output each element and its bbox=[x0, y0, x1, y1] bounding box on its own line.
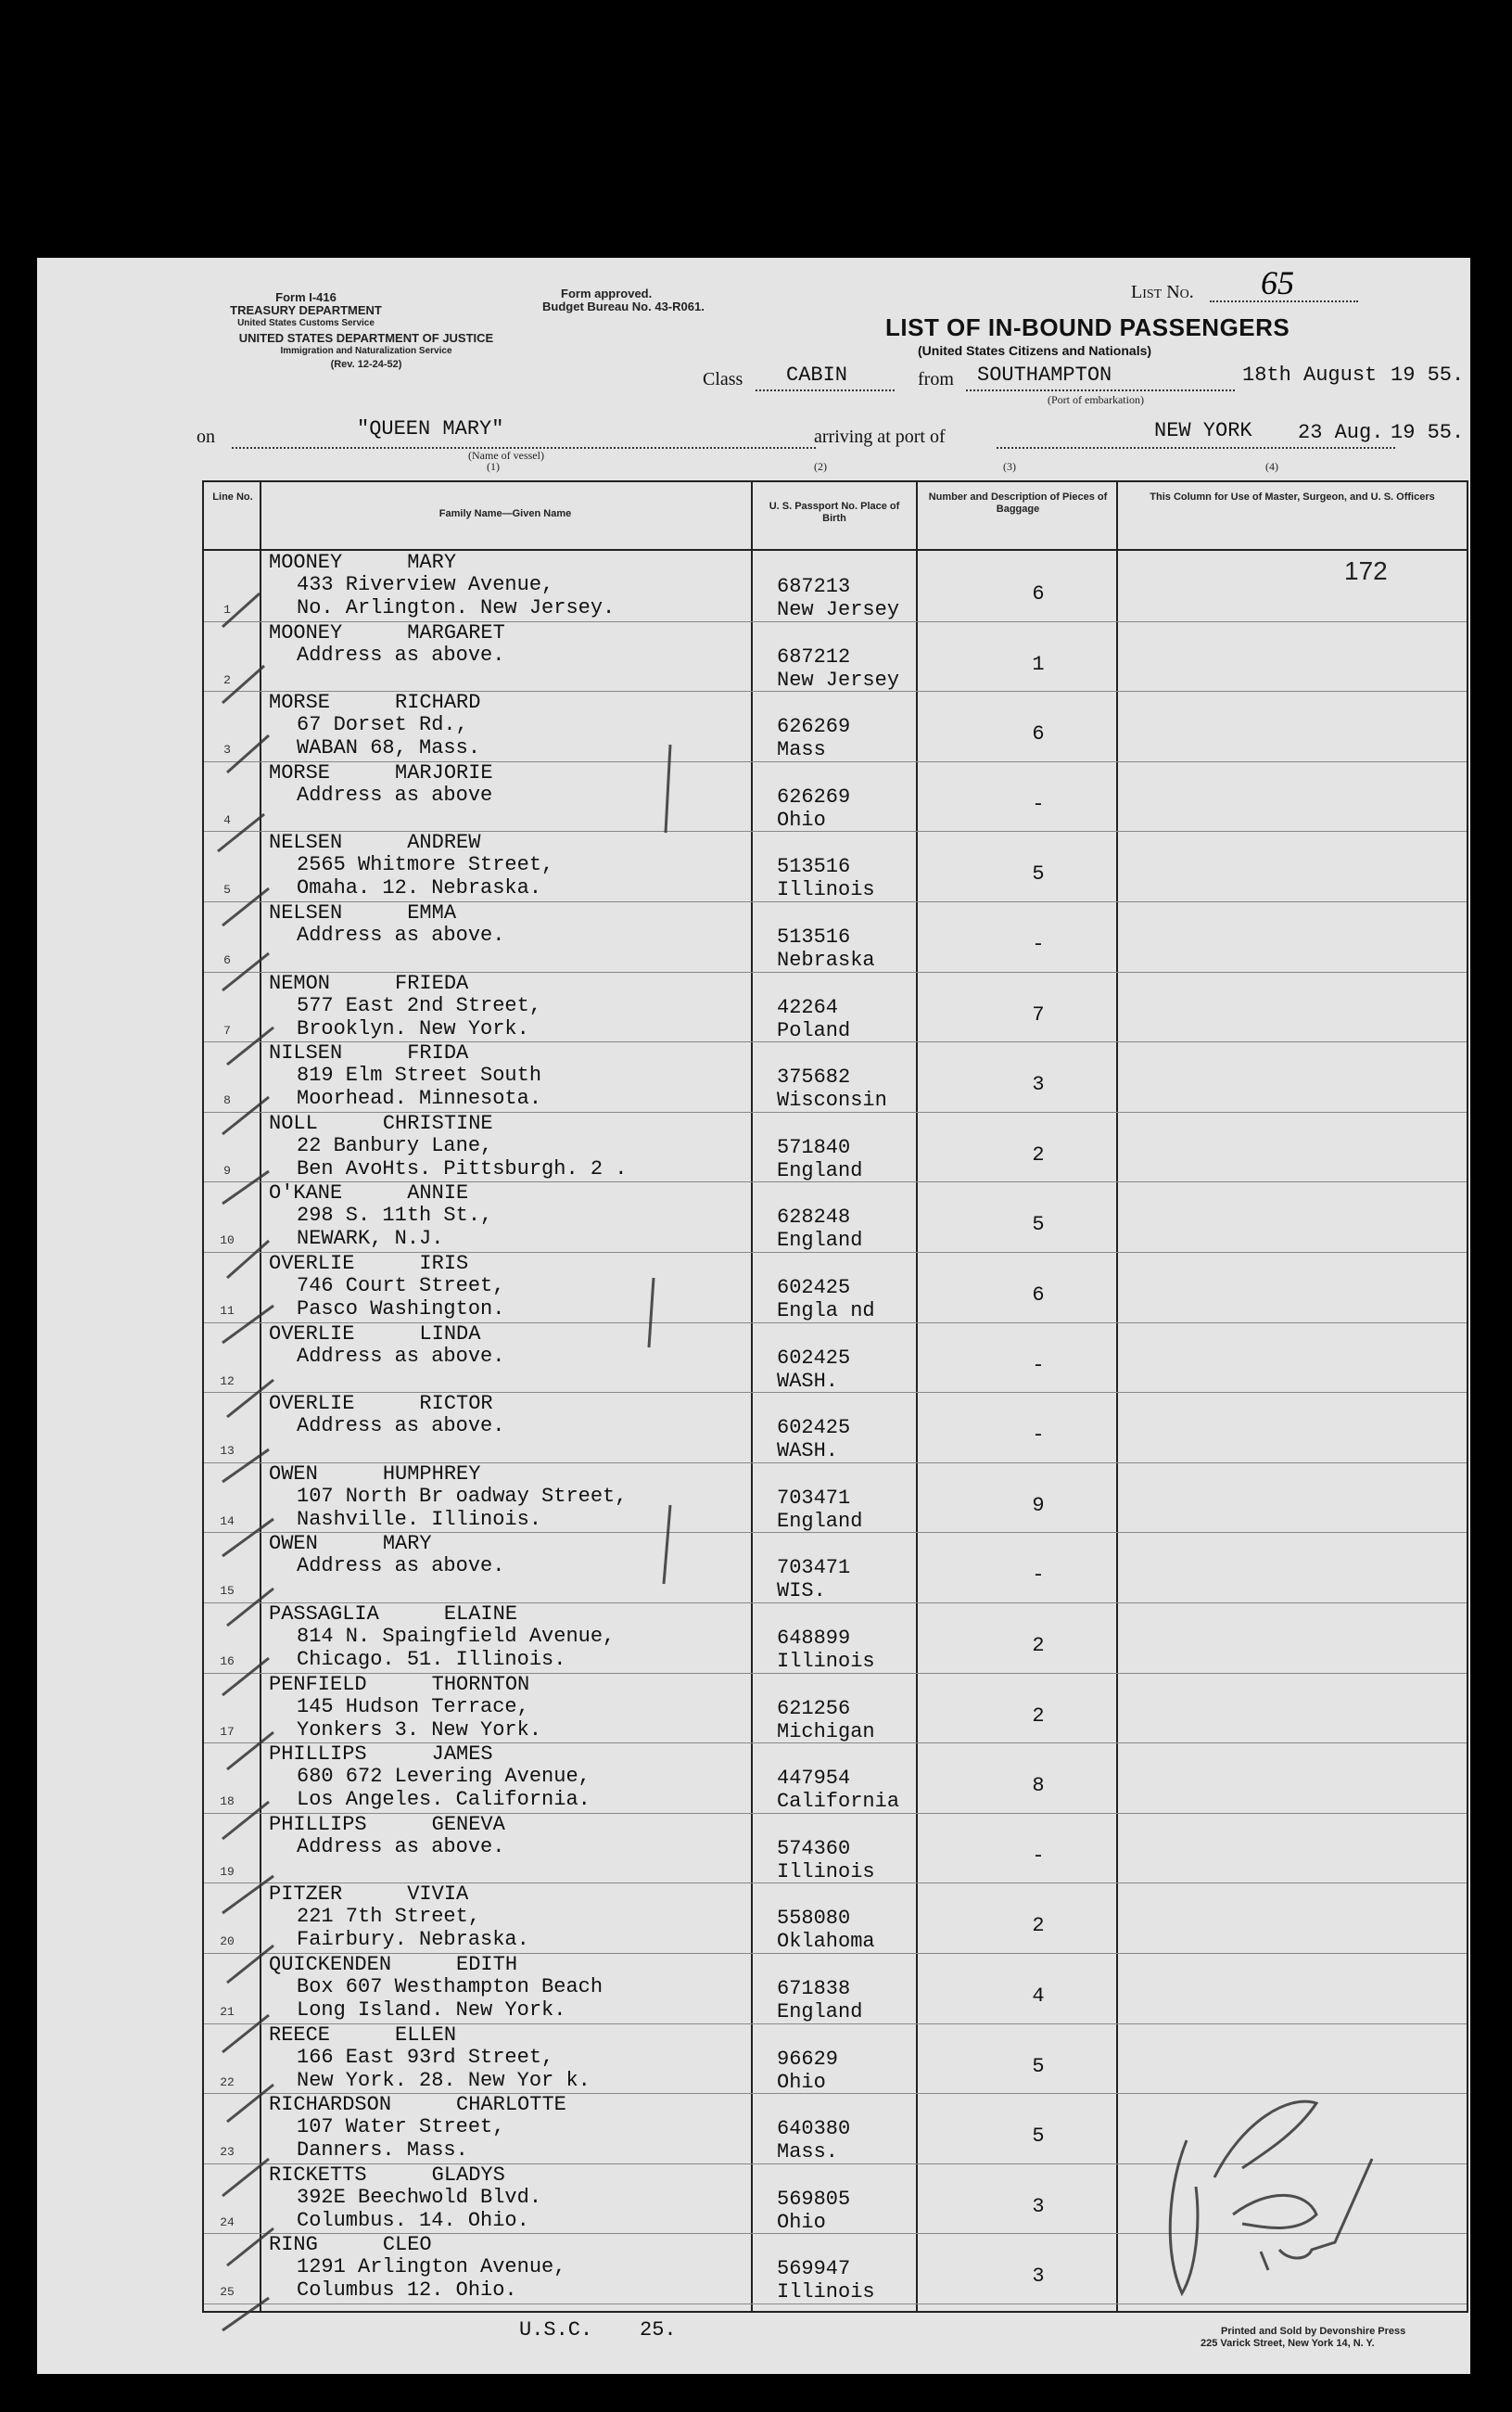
place-of-birth: New Jersey bbox=[777, 668, 900, 692]
passenger-name bbox=[269, 621, 505, 644]
family-name: NILSEN bbox=[269, 1041, 343, 1066]
place-of-birth: Illinois bbox=[777, 878, 875, 902]
header-passport: U. S. Passport No. Place of Birth bbox=[769, 501, 900, 524]
col-4-marker: (4) bbox=[1265, 460, 1278, 473]
form-approved: Form approved. bbox=[561, 287, 653, 300]
baggage-count: 6 bbox=[1032, 582, 1045, 606]
passenger-name bbox=[269, 1742, 493, 1766]
passport-number: 703471 bbox=[777, 1556, 851, 1580]
given-name: VIVIA bbox=[407, 1882, 469, 1907]
passenger-table bbox=[202, 480, 1468, 2313]
address-line-2: NEWARK, N.J. bbox=[297, 1227, 444, 1251]
passport-number: 703471 bbox=[777, 1486, 851, 1510]
address-line-1: Address as above bbox=[297, 783, 493, 807]
passport-number: 621256 bbox=[777, 1696, 851, 1720]
family-name: PHILLIPS bbox=[269, 1812, 367, 1836]
place-of-birth: WIS. bbox=[777, 1579, 826, 1603]
from-line bbox=[966, 389, 1235, 391]
family-name: RICKETTS bbox=[269, 2163, 367, 2187]
departure-date: 18th August bbox=[1242, 364, 1378, 387]
address-line-2: Columbus. 14. Ohio. bbox=[297, 2208, 529, 2232]
address-line-1: 1291 Arlington Avenue, bbox=[297, 2255, 566, 2279]
address-line-1: Address as above. bbox=[297, 1834, 505, 1858]
manifest-page bbox=[37, 258, 1470, 2374]
given-name: MARJORIE bbox=[395, 760, 493, 785]
embarkation-port: SOUTHAMPTON bbox=[977, 364, 1112, 387]
passenger-row bbox=[204, 1392, 1467, 1461]
form-number: Form I-416 bbox=[275, 290, 337, 304]
passenger-name bbox=[269, 1882, 468, 1906]
col-3-marker: (3) bbox=[1003, 460, 1016, 473]
line-number: 9 bbox=[223, 1163, 231, 1178]
given-name: FRIEDA bbox=[395, 971, 469, 995]
usc-label: U.S.C. bbox=[519, 2318, 593, 2342]
baggage-count: 3 bbox=[1032, 2194, 1045, 2218]
baggage-count: 8 bbox=[1032, 1774, 1045, 1798]
family-name: MOONEY bbox=[269, 620, 343, 644]
place-of-birth: Illinois bbox=[777, 1650, 875, 1673]
passenger-name bbox=[269, 1181, 468, 1205]
address-line-1: 145 Hudson Terrace, bbox=[297, 1694, 529, 1718]
line-number: 1 bbox=[223, 603, 231, 617]
usc-number: 25. bbox=[640, 2318, 677, 2342]
line-number: 19 bbox=[220, 1864, 235, 1879]
family-name: QUICKENDEN bbox=[269, 1953, 392, 1976]
customs-service: United States Customs Service bbox=[237, 318, 375, 328]
baggage-count: 5 bbox=[1032, 862, 1045, 887]
passport-number: 687212 bbox=[777, 644, 851, 669]
line-number: 23 bbox=[220, 2145, 235, 2160]
header-name: Family Name—Given Name bbox=[438, 508, 572, 519]
line-number: 12 bbox=[220, 1373, 235, 1388]
address-line-2: Omaha. 12. Nebraska. bbox=[297, 876, 542, 900]
line-number: 5 bbox=[223, 883, 231, 898]
arrival-date: 23 Aug. bbox=[1298, 421, 1384, 444]
address-line-1: Address as above. bbox=[297, 924, 505, 947]
family-name: RING bbox=[269, 2233, 318, 2257]
form-subtitle: (United States Citizens and Nationals) bbox=[918, 343, 1152, 358]
family-name: PASSAGLIA bbox=[269, 1602, 379, 1626]
given-name: ELAINE bbox=[443, 1602, 518, 1626]
vessel-name: "QUEEN MARY" bbox=[357, 417, 504, 440]
passenger-row bbox=[204, 1532, 1467, 1602]
passenger-name bbox=[269, 551, 456, 574]
place-of-birth: Ohio bbox=[777, 808, 826, 832]
address-line-1: 221 7th Street, bbox=[297, 1905, 481, 1929]
baggage-count: 2 bbox=[1032, 1142, 1045, 1167]
place-of-birth: California bbox=[777, 1790, 900, 1814]
address-line-1: 107 Water Street, bbox=[297, 2115, 505, 2139]
passenger-row bbox=[204, 1041, 1467, 1111]
passenger-name bbox=[269, 2163, 505, 2187]
passport-number: 687213 bbox=[777, 575, 851, 598]
line-number: 10 bbox=[220, 1233, 235, 1248]
baggage-count: - bbox=[1032, 1844, 1045, 1868]
vessel-caption: (Name of vessel) bbox=[468, 449, 544, 462]
address-line-2: WABAN 68, Mass. bbox=[297, 736, 481, 760]
address-line-1: 22 Banbury Lane, bbox=[297, 1133, 493, 1157]
place-of-birth: England bbox=[777, 1509, 863, 1533]
baggage-count: 5 bbox=[1032, 2054, 1045, 2078]
passport-number: 571840 bbox=[777, 1135, 851, 1159]
line-number: 11 bbox=[220, 1304, 235, 1318]
address-line-1: Address as above. bbox=[297, 643, 505, 667]
passenger-row bbox=[204, 551, 1467, 620]
place-of-birth: Illinois bbox=[777, 2280, 875, 2304]
printer-imprint bbox=[1201, 2326, 1405, 2350]
baggage-count: 6 bbox=[1032, 722, 1045, 747]
passenger-name bbox=[269, 1813, 505, 1836]
passenger-name bbox=[269, 1392, 493, 1415]
family-name: NEMON bbox=[269, 971, 331, 995]
passenger-name bbox=[269, 901, 456, 925]
passenger-row bbox=[204, 2233, 1467, 2303]
baggage-count: 6 bbox=[1032, 1283, 1045, 1307]
family-name: MORSE bbox=[269, 760, 331, 785]
line-number: 21 bbox=[220, 2005, 235, 2019]
line-number: 22 bbox=[220, 2074, 235, 2089]
passenger-name bbox=[269, 1953, 517, 1976]
passport-number: 513516 bbox=[777, 925, 851, 949]
passenger-row bbox=[204, 1322, 1467, 1392]
address-line-2: Moorhead. Minnesota. bbox=[297, 1087, 542, 1111]
given-name: RICHARD bbox=[395, 691, 481, 715]
address-line-2: Nashville. Illinois. bbox=[297, 1507, 542, 1531]
address-line-1: 67 Dorset Rd., bbox=[297, 713, 468, 737]
revision: (Rev. 12-24-52) bbox=[330, 359, 402, 370]
address-line-2: Yonkers 3. New York. bbox=[297, 1717, 542, 1742]
address-line-1: 392E Beechwold Blvd. bbox=[297, 2185, 542, 2209]
line-number: 4 bbox=[223, 812, 231, 827]
passport-number: 602425 bbox=[777, 1416, 851, 1440]
class-label: Class bbox=[703, 369, 743, 389]
list-no-label: List No. bbox=[1131, 282, 1194, 302]
passenger-name bbox=[269, 1041, 468, 1065]
departure-year: 19 55. bbox=[1391, 364, 1465, 387]
family-name: PHILLIPS bbox=[269, 1742, 367, 1767]
address-line-1: Address as above. bbox=[297, 1414, 505, 1438]
given-name: GENEVA bbox=[431, 1812, 505, 1836]
given-name: HUMPHREY bbox=[382, 1461, 481, 1486]
passport-number: 42264 bbox=[777, 995, 839, 1019]
arriving-label: arriving at port of bbox=[814, 427, 946, 447]
place-of-birth: Michigan bbox=[777, 1719, 875, 1743]
passenger-row bbox=[204, 1673, 1467, 1742]
given-name: ANDREW bbox=[407, 831, 481, 855]
passenger-row bbox=[204, 1602, 1467, 1672]
list-number: 65 bbox=[1261, 264, 1294, 301]
header-officers: This Column for Use of Master, Surgeon, and U. S. Officers bbox=[1150, 491, 1435, 503]
passenger-row bbox=[204, 1882, 1467, 1952]
place-of-birth: Poland bbox=[777, 1018, 851, 1042]
passenger-row bbox=[204, 1252, 1467, 1321]
address-line-2: Long Island. New York. bbox=[297, 1998, 566, 2022]
line-number: 25 bbox=[220, 2285, 235, 2300]
passenger-name bbox=[269, 1532, 432, 1555]
arrival-year: 19 55. bbox=[1391, 421, 1465, 444]
address-line-2: Fairbury. Nebraska. bbox=[297, 1928, 529, 1952]
given-name: MARY bbox=[407, 551, 457, 574]
passenger-name bbox=[269, 831, 480, 854]
line-number: 3 bbox=[223, 743, 231, 758]
passport-number: 569947 bbox=[777, 2257, 851, 2281]
passenger-name bbox=[269, 2023, 456, 2047]
family-name: NELSEN bbox=[269, 831, 343, 855]
passport-number: 513516 bbox=[777, 855, 851, 879]
address-line-2: Los Angeles. California. bbox=[297, 1788, 591, 1812]
family-name: REECE bbox=[269, 2023, 331, 2047]
given-name: CHARLOTTE bbox=[456, 2093, 566, 2117]
family-name: OVERLIE bbox=[269, 1252, 355, 1275]
arrival-port: NEW YORK bbox=[1154, 419, 1252, 442]
given-name: EDITH bbox=[456, 1953, 518, 1976]
family-name: OWEN bbox=[269, 1532, 318, 1556]
place-of-birth: Mass. bbox=[777, 2140, 839, 2164]
line-number: 13 bbox=[220, 1444, 235, 1459]
form-header-treasury bbox=[222, 291, 389, 330]
address-line-1: 680 672 Levering Avenue, bbox=[297, 1765, 591, 1789]
family-name: O'KANE bbox=[269, 1181, 343, 1206]
passenger-row bbox=[204, 1813, 1467, 1882]
class-value: CABIN bbox=[786, 364, 848, 387]
passenger-name bbox=[269, 1602, 517, 1626]
passenger-row bbox=[204, 2023, 1467, 2093]
given-name: MARY bbox=[382, 1532, 432, 1556]
justice-dept: UNITED STATES DEPARTMENT OF JUSTICE bbox=[238, 331, 494, 345]
given-name: FRIDA bbox=[407, 1041, 469, 1066]
address-line-1: 577 East 2nd Street, bbox=[297, 993, 542, 1017]
ins-service: Immigration and Naturalization Service bbox=[280, 346, 452, 356]
baggage-count: 5 bbox=[1032, 1213, 1045, 1237]
passenger-row bbox=[204, 1112, 1467, 1181]
passport-number: 628248 bbox=[777, 1206, 851, 1230]
given-name: LINDA bbox=[419, 1321, 481, 1346]
passenger-row bbox=[204, 972, 1467, 1041]
family-name: MOONEY bbox=[269, 551, 343, 574]
family-name: OVERLIE bbox=[269, 1392, 355, 1416]
address-line-2: Ben AvoHts. Pittsburgh. 2 . bbox=[297, 1156, 628, 1180]
passport-number: 626269 bbox=[777, 785, 851, 809]
line-number: 24 bbox=[220, 2214, 235, 2229]
passenger-row bbox=[204, 901, 1467, 971]
place-of-birth: Oklahoma bbox=[777, 1930, 875, 1954]
place-of-birth: Mass bbox=[777, 738, 826, 762]
place-of-birth: Ohio bbox=[777, 2210, 826, 2234]
passport-number: 602425 bbox=[777, 1346, 851, 1370]
passport-number: 96629 bbox=[777, 2047, 839, 2071]
address-line-2: Pasco Washington. bbox=[297, 1297, 505, 1321]
form-title: LIST OF IN-BOUND PASSENGERS bbox=[885, 313, 1290, 341]
given-name: CHRISTINE bbox=[382, 1111, 493, 1135]
budget-bureau: Budget Bureau No. 43-R061. bbox=[542, 300, 705, 313]
passport-number: 569805 bbox=[777, 2187, 851, 2211]
address-line-2: Danners. Mass. bbox=[297, 2138, 468, 2163]
address-line-2: Columbus 12. Ohio. bbox=[297, 2278, 517, 2303]
given-name: IRIS bbox=[419, 1252, 469, 1275]
port-line bbox=[997, 447, 1395, 449]
family-name: NOLL bbox=[269, 1111, 318, 1135]
place-of-birth: England bbox=[777, 1158, 863, 1182]
baggage-count: 4 bbox=[1032, 1984, 1045, 2008]
passport-number: 671838 bbox=[777, 1977, 851, 2000]
given-name: EMMA bbox=[407, 901, 457, 925]
place-of-birth: New Jersey bbox=[777, 598, 900, 621]
address-line-2: No. Arlington. New Jersey. bbox=[297, 596, 616, 619]
baggage-count: 3 bbox=[1032, 1073, 1045, 1097]
passport-number: 447954 bbox=[777, 1767, 851, 1791]
printer-line-1: Printed and Sold by Devonshire Press bbox=[1221, 2326, 1406, 2337]
line-number: 2 bbox=[223, 672, 231, 687]
passenger-row bbox=[204, 831, 1467, 900]
line-number: 14 bbox=[220, 1513, 235, 1528]
passenger-row bbox=[204, 761, 1467, 831]
baggage-count: 7 bbox=[1032, 1002, 1045, 1027]
baggage-count: - bbox=[1032, 1353, 1045, 1377]
passenger-name bbox=[269, 761, 493, 785]
line-number: 17 bbox=[220, 1724, 235, 1739]
passenger-row bbox=[204, 691, 1467, 760]
line-number: 6 bbox=[223, 953, 231, 967]
baggage-count: 1 bbox=[1032, 652, 1045, 676]
given-name: GLADYS bbox=[431, 2163, 505, 2187]
line-number: 7 bbox=[223, 1023, 231, 1038]
family-name: PITZER bbox=[269, 1882, 343, 1907]
baggage-count: 5 bbox=[1032, 2125, 1045, 2149]
family-name: NELSEN bbox=[269, 901, 343, 925]
address-line-2: Brooklyn. New York. bbox=[297, 1016, 529, 1040]
address-line-1: Address as above. bbox=[297, 1344, 505, 1368]
place-of-birth: Wisconsin bbox=[777, 1089, 887, 1113]
passenger-name bbox=[269, 1673, 529, 1696]
treasury-dept: TREASURY DEPARTMENT bbox=[230, 303, 382, 317]
printer-line-2: 225 Varick Street, New York 14, N. Y. bbox=[1201, 2338, 1375, 2349]
passenger-name bbox=[269, 1322, 480, 1346]
passport-number: 558080 bbox=[777, 1907, 851, 1931]
embarkation-caption: (Port of embarkation) bbox=[1048, 393, 1144, 406]
from-label: from bbox=[918, 369, 954, 389]
baggage-count: 2 bbox=[1032, 1914, 1045, 1938]
passenger-name bbox=[269, 1112, 493, 1135]
form-header-justice bbox=[195, 332, 538, 371]
passport-number: 574360 bbox=[777, 1836, 851, 1860]
passenger-row bbox=[204, 2093, 1467, 2163]
place-of-birth: Engla nd bbox=[777, 1299, 875, 1322]
passenger-row bbox=[204, 621, 1467, 691]
passport-number: 602425 bbox=[777, 1276, 851, 1299]
given-name: JAMES bbox=[431, 1742, 493, 1767]
passenger-row bbox=[204, 2163, 1467, 2233]
passenger-name bbox=[269, 2093, 566, 2116]
family-name: RICHARDSON bbox=[269, 2093, 392, 2117]
baggage-count: - bbox=[1032, 1563, 1045, 1588]
baggage-count: - bbox=[1032, 792, 1045, 816]
family-name: OWEN bbox=[269, 1461, 318, 1486]
officer-note: 172 bbox=[1344, 556, 1388, 585]
address-line-1: 2565 Whitmore Street, bbox=[297, 853, 554, 877]
baggage-count: - bbox=[1032, 1423, 1045, 1448]
baggage-count: 3 bbox=[1032, 2265, 1045, 2289]
family-name: OVERLIE bbox=[269, 1321, 355, 1346]
place-of-birth: WASH. bbox=[777, 1369, 839, 1393]
passenger-name bbox=[269, 691, 480, 714]
given-name: CLEO bbox=[382, 2233, 432, 2257]
place-of-birth: Nebraska bbox=[777, 949, 875, 972]
address-line-1: 433 Riverview Avenue, bbox=[297, 573, 554, 596]
passenger-name bbox=[269, 2233, 432, 2256]
address-line-1: 298 S. 11th St., bbox=[297, 1204, 493, 1228]
class-line bbox=[756, 389, 895, 391]
address-line-1: 814 N. Spaingfield Avenue, bbox=[297, 1625, 616, 1648]
header-baggage: Number and Description of Pieces of Baggage bbox=[928, 491, 1108, 515]
on-label: on bbox=[197, 427, 215, 447]
line-number: 8 bbox=[223, 1093, 231, 1108]
baggage-count: 9 bbox=[1032, 1493, 1045, 1517]
baggage-count: 2 bbox=[1032, 1704, 1045, 1728]
address-line-2: New York. 28. New Yor k. bbox=[297, 2068, 591, 2092]
address-line-1: 819 Elm Street South bbox=[297, 1064, 542, 1088]
passport-number: 626269 bbox=[777, 715, 851, 739]
header-line-no: Line No. bbox=[212, 491, 253, 503]
address-line-1: 746 Court Street, bbox=[297, 1274, 505, 1297]
address-line-1: 107 North Br oadway Street, bbox=[297, 1484, 628, 1508]
passenger-row bbox=[204, 1742, 1467, 1812]
address-line-1: Box 607 Westhampton Beach bbox=[297, 1975, 604, 1998]
line-number: 16 bbox=[220, 1654, 235, 1668]
passport-number: 640380 bbox=[777, 2117, 851, 2141]
address-line-1: Address as above. bbox=[297, 1554, 505, 1578]
col-2-marker: (2) bbox=[814, 460, 827, 473]
place-of-birth: Ohio bbox=[777, 2070, 826, 2094]
given-name: RICTOR bbox=[419, 1392, 493, 1416]
place-of-birth: England bbox=[777, 1229, 863, 1253]
address-line-2: Chicago. 51. Illinois. bbox=[297, 1648, 566, 1671]
place-of-birth: England bbox=[777, 2000, 863, 2023]
baggage-count: - bbox=[1032, 933, 1045, 956]
family-name: MORSE bbox=[269, 691, 331, 715]
place-of-birth: Illinois bbox=[777, 1859, 875, 1883]
given-name: MARGARET bbox=[407, 620, 505, 644]
given-name: THORNTON bbox=[431, 1672, 530, 1696]
passport-number: 648899 bbox=[777, 1627, 851, 1650]
passenger-name bbox=[269, 1462, 480, 1486]
line-number: 18 bbox=[220, 1794, 235, 1809]
baggage-count: 2 bbox=[1032, 1634, 1045, 1657]
passenger-row bbox=[204, 1181, 1467, 1251]
address-line-1: 166 East 93rd Street, bbox=[297, 2045, 554, 2069]
passenger-name bbox=[269, 972, 468, 995]
given-name: ANNIE bbox=[407, 1181, 469, 1206]
given-name: ELLEN bbox=[395, 2023, 457, 2047]
family-name: PENFIELD bbox=[269, 1672, 367, 1696]
place-of-birth: WASH. bbox=[777, 1439, 839, 1463]
passenger-name bbox=[269, 1252, 468, 1275]
col-1-marker: (1) bbox=[487, 460, 500, 473]
passenger-row bbox=[204, 1462, 1467, 1532]
line-number: 15 bbox=[220, 1584, 235, 1599]
passenger-row bbox=[204, 1953, 1467, 2023]
line-number: 20 bbox=[220, 1934, 235, 1949]
form-approval bbox=[542, 287, 746, 313]
passport-number: 375682 bbox=[777, 1066, 851, 1090]
